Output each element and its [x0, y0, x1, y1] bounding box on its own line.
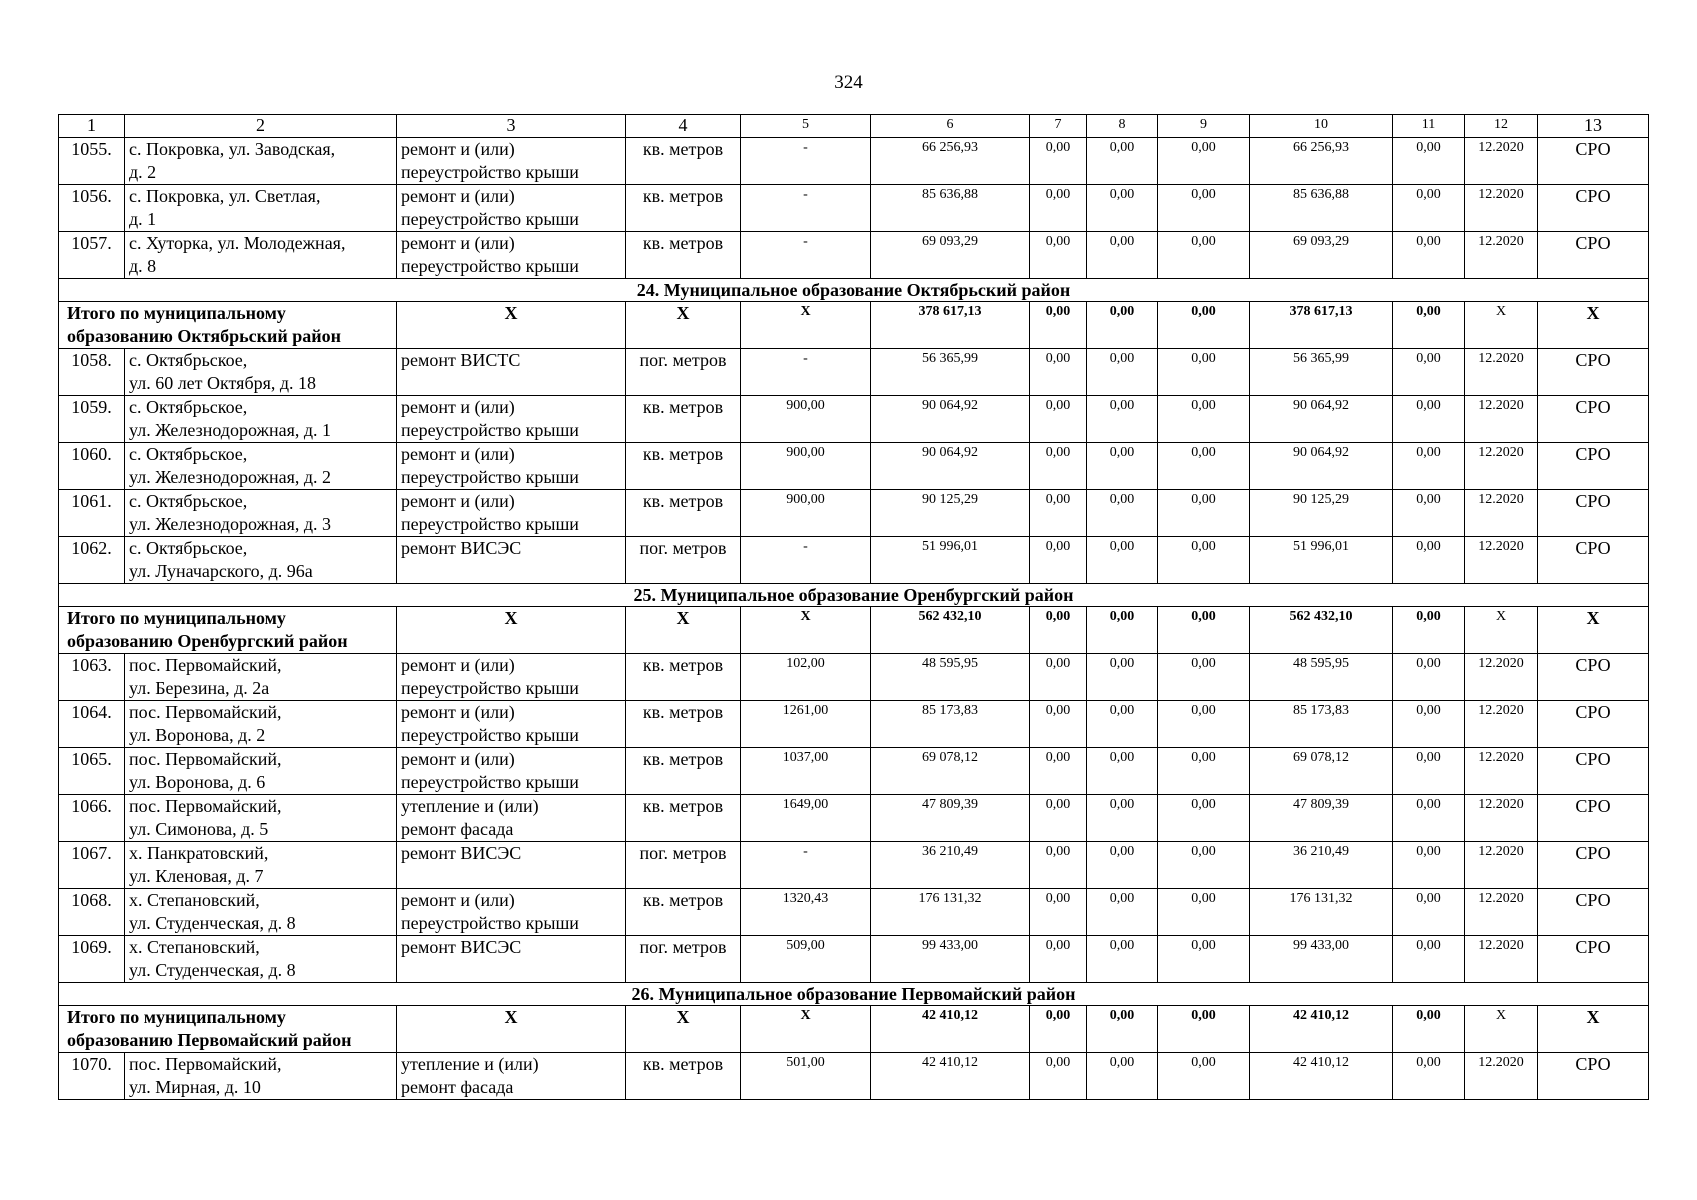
cell-number: 1067. — [59, 842, 125, 889]
cell-method: СРО — [1538, 701, 1649, 748]
cell-local: 0,00 — [1158, 185, 1250, 232]
cell-local: 0,00 — [1158, 842, 1250, 889]
cell-work-type: ремонт и (или) переустройство крыши — [397, 748, 626, 795]
cell-unit: X — [626, 302, 741, 349]
cell-total-cost: 562 432,10 — [871, 607, 1030, 654]
cell-federal: 0,00 — [1030, 842, 1087, 889]
cell-completion-date: 12.2020 — [1465, 396, 1538, 443]
cell-work-type: ремонт и (или) переустройство крыши — [397, 443, 626, 490]
table-row — [59, 889, 1649, 936]
cell-federal: 0,00 — [1030, 185, 1087, 232]
cell-total-cost: 42 410,12 — [871, 1006, 1030, 1053]
cell-total-cost: 66 256,93 — [871, 138, 1030, 185]
cell-local: 0,00 — [1158, 701, 1250, 748]
cell-volume: 1320,43 — [741, 889, 871, 936]
cell-volume: 501,00 — [741, 1053, 871, 1100]
cell-volume: X — [741, 607, 871, 654]
column-number: 8 — [1087, 115, 1158, 138]
cell-address: пос. Первомайский, ул. Воронова, д. 6 — [125, 748, 397, 795]
cell-federal: 0,00 — [1030, 490, 1087, 537]
cell-regional: 0,00 — [1087, 607, 1158, 654]
cell-method: СРО — [1538, 443, 1649, 490]
column-number: 11 — [1393, 115, 1465, 138]
cell-regional: 0,00 — [1087, 701, 1158, 748]
cell-total-cost: 176 131,32 — [871, 889, 1030, 936]
cell-method: СРО — [1538, 185, 1649, 232]
cell-method: СРО — [1538, 537, 1649, 584]
table-row — [59, 701, 1649, 748]
cell-other: 0,00 — [1393, 842, 1465, 889]
cell-other: 0,00 — [1393, 607, 1465, 654]
cell-unit: кв. метров — [626, 1053, 741, 1100]
cell-owners: 56 365,99 — [1250, 349, 1393, 396]
cell-federal: 0,00 — [1030, 138, 1087, 185]
cell-federal: 0,00 — [1030, 701, 1087, 748]
cell-federal: 0,00 — [1030, 232, 1087, 279]
cell-work-type: ремонт ВИСЭС — [397, 936, 626, 983]
subtotal-label: Итого по муниципальному образованию Октябрьский район — [59, 302, 397, 349]
cell-number: 1070. — [59, 1053, 125, 1100]
column-number-header — [59, 115, 1649, 138]
cell-completion-date: 12.2020 — [1465, 889, 1538, 936]
cell-method: СРО — [1538, 490, 1649, 537]
cell-work-type: ремонт и (или) переустройство крыши — [397, 701, 626, 748]
cell-local: 0,00 — [1158, 607, 1250, 654]
cell-total-cost: 99 433,00 — [871, 936, 1030, 983]
cell-regional: 0,00 — [1087, 396, 1158, 443]
cell-regional: 0,00 — [1087, 443, 1158, 490]
cell-completion-date: X — [1465, 302, 1538, 349]
cell-local: 0,00 — [1158, 748, 1250, 795]
table-row — [59, 490, 1649, 537]
table-row — [59, 1053, 1649, 1100]
cell-volume: 1649,00 — [741, 795, 871, 842]
cell-completion-date: 12.2020 — [1465, 138, 1538, 185]
cell-total-cost: 90 064,92 — [871, 443, 1030, 490]
cell-local: 0,00 — [1158, 1006, 1250, 1053]
cell-regional: 0,00 — [1087, 889, 1158, 936]
cell-owners: 48 595,95 — [1250, 654, 1393, 701]
cell-local: 0,00 — [1158, 396, 1250, 443]
cell-completion-date: 12.2020 — [1465, 185, 1538, 232]
cell-address: с. Октябрьское, ул. 60 лет Октября, д. 18 — [125, 349, 397, 396]
cell-address: с. Октябрьское, ул. Железнодорожная, д. 3 — [125, 490, 397, 537]
cell-regional: 0,00 — [1087, 302, 1158, 349]
cell-regional: 0,00 — [1087, 138, 1158, 185]
cell-number: 1065. — [59, 748, 125, 795]
subtotal-row — [59, 1006, 1649, 1053]
cell-owners: 47 809,39 — [1250, 795, 1393, 842]
cell-address: с. Хуторка, ул. Молодежная, д. 8 — [125, 232, 397, 279]
cell-total-cost: 90 125,29 — [871, 490, 1030, 537]
cell-unit: X — [626, 607, 741, 654]
table-row — [59, 396, 1649, 443]
cell-completion-date: 12.2020 — [1465, 443, 1538, 490]
table-row — [59, 138, 1649, 185]
cell-regional: 0,00 — [1087, 936, 1158, 983]
cell-local: 0,00 — [1158, 302, 1250, 349]
cell-unit: кв. метров — [626, 654, 741, 701]
subtotal-label: Итого по муниципальному образованию Оренбургский район — [59, 607, 397, 654]
cell-total-cost: 47 809,39 — [871, 795, 1030, 842]
cell-regional: 0,00 — [1087, 1006, 1158, 1053]
cell-total-cost: 69 078,12 — [871, 748, 1030, 795]
cell-local: 0,00 — [1158, 537, 1250, 584]
cell-total-cost: 90 064,92 — [871, 396, 1030, 443]
cell-address: с. Октябрьское, ул. Луначарского, д. 96а — [125, 537, 397, 584]
cell-volume: - — [741, 537, 871, 584]
cell-method: СРО — [1538, 795, 1649, 842]
cell-other: 0,00 — [1393, 302, 1465, 349]
cell-unit: пог. метров — [626, 537, 741, 584]
cell-local: 0,00 — [1158, 232, 1250, 279]
cell-unit: кв. метров — [626, 443, 741, 490]
cell-method: СРО — [1538, 654, 1649, 701]
cell-federal: 0,00 — [1030, 607, 1087, 654]
cell-unit: пог. метров — [626, 842, 741, 889]
cell-other: 0,00 — [1393, 795, 1465, 842]
cell-unit: пог. метров — [626, 349, 741, 396]
cell-other: 0,00 — [1393, 701, 1465, 748]
cell-regional: 0,00 — [1087, 232, 1158, 279]
cell-address: с. Покровка, ул. Светлая, д. 1 — [125, 185, 397, 232]
cell-method: СРО — [1538, 1053, 1649, 1100]
cell-method: X — [1538, 607, 1649, 654]
cell-address: с. Октябрьское, ул. Железнодорожная, д. 1 — [125, 396, 397, 443]
section-heading-row — [59, 983, 1649, 1006]
cell-federal: 0,00 — [1030, 936, 1087, 983]
table-row — [59, 443, 1649, 490]
section-heading-row — [59, 584, 1649, 607]
table-row — [59, 936, 1649, 983]
cell-owners: 69 093,29 — [1250, 232, 1393, 279]
table-body — [59, 115, 1649, 1100]
cell-volume: - — [741, 138, 871, 185]
cell-number: 1055. — [59, 138, 125, 185]
cell-completion-date: 12.2020 — [1465, 232, 1538, 279]
cell-completion-date: 12.2020 — [1465, 701, 1538, 748]
cell-volume: 900,00 — [741, 396, 871, 443]
section-title: 25. Муниципальное образование Оренбургский район — [59, 584, 1649, 607]
cell-federal: 0,00 — [1030, 396, 1087, 443]
cell-number: 1058. — [59, 349, 125, 396]
cell-number: 1063. — [59, 654, 125, 701]
cell-regional: 0,00 — [1087, 842, 1158, 889]
cell-work-type: X — [397, 607, 626, 654]
cell-federal: 0,00 — [1030, 795, 1087, 842]
cell-other: 0,00 — [1393, 1053, 1465, 1100]
cell-total-cost: 48 595,95 — [871, 654, 1030, 701]
cell-other: 0,00 — [1393, 490, 1465, 537]
table-row — [59, 185, 1649, 232]
cell-number: 1061. — [59, 490, 125, 537]
cell-number: 1057. — [59, 232, 125, 279]
cell-unit: кв. метров — [626, 701, 741, 748]
cell-number: 1059. — [59, 396, 125, 443]
table-row — [59, 748, 1649, 795]
cell-completion-date: 12.2020 — [1465, 936, 1538, 983]
cell-completion-date: 12.2020 — [1465, 842, 1538, 889]
cell-total-cost: 85 173,83 — [871, 701, 1030, 748]
cell-owners: 69 078,12 — [1250, 748, 1393, 795]
cell-method: СРО — [1538, 232, 1649, 279]
cell-work-type: утепление и (или) ремонт фасада — [397, 795, 626, 842]
cell-method: СРО — [1538, 842, 1649, 889]
cell-volume: X — [741, 302, 871, 349]
cell-completion-date: 12.2020 — [1465, 537, 1538, 584]
cell-owners: 90 064,92 — [1250, 443, 1393, 490]
cell-work-type: ремонт и (или) переустройство крыши — [397, 490, 626, 537]
cell-owners: 51 996,01 — [1250, 537, 1393, 584]
cell-unit: кв. метров — [626, 490, 741, 537]
cell-regional: 0,00 — [1087, 795, 1158, 842]
cell-volume: 900,00 — [741, 443, 871, 490]
cell-local: 0,00 — [1158, 889, 1250, 936]
table-row — [59, 795, 1649, 842]
cell-volume: 102,00 — [741, 654, 871, 701]
cell-work-type: ремонт и (или) переустройство крыши — [397, 396, 626, 443]
cell-owners: 176 131,32 — [1250, 889, 1393, 936]
cell-volume: 509,00 — [741, 936, 871, 983]
column-number: 10 — [1250, 115, 1393, 138]
cell-number: 1060. — [59, 443, 125, 490]
table-row — [59, 654, 1649, 701]
cell-address: пос. Первомайский, ул. Березина, д. 2а — [125, 654, 397, 701]
cell-number: 1068. — [59, 889, 125, 936]
cell-unit: кв. метров — [626, 232, 741, 279]
cell-unit: кв. метров — [626, 396, 741, 443]
cell-local: 0,00 — [1158, 443, 1250, 490]
cell-owners: 42 410,12 — [1250, 1053, 1393, 1100]
cell-owners: 562 432,10 — [1250, 607, 1393, 654]
cell-work-type: ремонт и (или) переустройство крыши — [397, 654, 626, 701]
cell-local: 0,00 — [1158, 490, 1250, 537]
cell-other: 0,00 — [1393, 443, 1465, 490]
subtotal-row — [59, 607, 1649, 654]
cell-other: 0,00 — [1393, 748, 1465, 795]
cell-work-type: X — [397, 302, 626, 349]
cell-owners: 85 636,88 — [1250, 185, 1393, 232]
cell-address: х. Панкратовский, ул. Кленовая, д. 7 — [125, 842, 397, 889]
cell-unit: кв. метров — [626, 889, 741, 936]
cell-volume: X — [741, 1006, 871, 1053]
column-number: 6 — [871, 115, 1030, 138]
cell-local: 0,00 — [1158, 795, 1250, 842]
column-number: 5 — [741, 115, 871, 138]
column-number: 2 — [125, 115, 397, 138]
cell-owners: 378 617,13 — [1250, 302, 1393, 349]
section-title: 24. Муниципальное образование Октябрьский район — [59, 279, 1649, 302]
cell-regional: 0,00 — [1087, 490, 1158, 537]
cell-volume: 1261,00 — [741, 701, 871, 748]
cell-federal: 0,00 — [1030, 1006, 1087, 1053]
cell-unit: кв. метров — [626, 748, 741, 795]
cell-local: 0,00 — [1158, 138, 1250, 185]
cell-address: с. Покровка, ул. Заводская, д. 2 — [125, 138, 397, 185]
cell-address: с. Октябрьское, ул. Железнодорожная, д. 2 — [125, 443, 397, 490]
cell-regional: 0,00 — [1087, 537, 1158, 584]
cell-number: 1069. — [59, 936, 125, 983]
cell-total-cost: 378 617,13 — [871, 302, 1030, 349]
cell-work-type: ремонт и (или) переустройство крыши — [397, 889, 626, 936]
cell-other: 0,00 — [1393, 654, 1465, 701]
cell-unit: X — [626, 1006, 741, 1053]
cell-method: СРО — [1538, 138, 1649, 185]
cell-completion-date: 12.2020 — [1465, 795, 1538, 842]
cell-volume: 1037,00 — [741, 748, 871, 795]
cell-method: СРО — [1538, 748, 1649, 795]
cell-owners: 42 410,12 — [1250, 1006, 1393, 1053]
column-number: 13 — [1538, 115, 1649, 138]
cell-other: 0,00 — [1393, 889, 1465, 936]
cell-work-type: ремонт и (или) переустройство крыши — [397, 232, 626, 279]
page-number: 324 — [834, 72, 863, 93]
cell-completion-date: 12.2020 — [1465, 1053, 1538, 1100]
cell-volume: 900,00 — [741, 490, 871, 537]
cell-number: 1062. — [59, 537, 125, 584]
cell-completion-date: 12.2020 — [1465, 654, 1538, 701]
cell-volume: - — [741, 349, 871, 396]
cell-completion-date: 12.2020 — [1465, 490, 1538, 537]
cell-other: 0,00 — [1393, 185, 1465, 232]
cell-regional: 0,00 — [1087, 1053, 1158, 1100]
repair-program-table — [58, 114, 1649, 1100]
cell-method: X — [1538, 302, 1649, 349]
cell-regional: 0,00 — [1087, 349, 1158, 396]
cell-total-cost: 69 093,29 — [871, 232, 1030, 279]
cell-federal: 0,00 — [1030, 349, 1087, 396]
cell-method: СРО — [1538, 396, 1649, 443]
cell-other: 0,00 — [1393, 232, 1465, 279]
cell-unit: кв. метров — [626, 138, 741, 185]
cell-federal: 0,00 — [1030, 889, 1087, 936]
cell-work-type: ремонт ВИСТС — [397, 349, 626, 396]
subtotal-row — [59, 302, 1649, 349]
cell-local: 0,00 — [1158, 654, 1250, 701]
cell-total-cost: 36 210,49 — [871, 842, 1030, 889]
cell-work-type: ремонт ВИСЭС — [397, 537, 626, 584]
column-number: 1 — [59, 115, 125, 138]
cell-federal: 0,00 — [1030, 1053, 1087, 1100]
cell-number: 1066. — [59, 795, 125, 842]
column-number: 7 — [1030, 115, 1087, 138]
cell-total-cost: 51 996,01 — [871, 537, 1030, 584]
cell-other: 0,00 — [1393, 537, 1465, 584]
cell-volume: - — [741, 842, 871, 889]
column-number: 3 — [397, 115, 626, 138]
column-number: 12 — [1465, 115, 1538, 138]
subtotal-label: Итого по муниципальному образованию Первомайский район — [59, 1006, 397, 1053]
cell-method: СРО — [1538, 936, 1649, 983]
section-heading-row — [59, 279, 1649, 302]
cell-owners: 90 125,29 — [1250, 490, 1393, 537]
cell-owners: 85 173,83 — [1250, 701, 1393, 748]
cell-number: 1056. — [59, 185, 125, 232]
cell-completion-date: 12.2020 — [1465, 748, 1538, 795]
cell-other: 0,00 — [1393, 138, 1465, 185]
cell-other: 0,00 — [1393, 1006, 1465, 1053]
cell-completion-date: 12.2020 — [1465, 349, 1538, 396]
cell-volume: - — [741, 185, 871, 232]
cell-federal: 0,00 — [1030, 748, 1087, 795]
cell-total-cost: 56 365,99 — [871, 349, 1030, 396]
table-row — [59, 349, 1649, 396]
cell-owners: 36 210,49 — [1250, 842, 1393, 889]
cell-completion-date: X — [1465, 1006, 1538, 1053]
cell-regional: 0,00 — [1087, 654, 1158, 701]
cell-number: 1064. — [59, 701, 125, 748]
table-row — [59, 232, 1649, 279]
cell-local: 0,00 — [1158, 936, 1250, 983]
cell-regional: 0,00 — [1087, 748, 1158, 795]
cell-total-cost: 85 636,88 — [871, 185, 1030, 232]
cell-federal: 0,00 — [1030, 302, 1087, 349]
cell-address: х. Степановский, ул. Студенческая, д. 8 — [125, 936, 397, 983]
cell-local: 0,00 — [1158, 349, 1250, 396]
cell-unit: кв. метров — [626, 185, 741, 232]
cell-other: 0,00 — [1393, 349, 1465, 396]
cell-method: СРО — [1538, 889, 1649, 936]
cell-address: х. Степановский, ул. Студенческая, д. 8 — [125, 889, 397, 936]
cell-other: 0,00 — [1393, 936, 1465, 983]
cell-owners: 99 433,00 — [1250, 936, 1393, 983]
cell-volume: - — [741, 232, 871, 279]
cell-work-type: ремонт и (или) переустройство крыши — [397, 138, 626, 185]
column-number: 9 — [1158, 115, 1250, 138]
table-row — [59, 537, 1649, 584]
cell-regional: 0,00 — [1087, 185, 1158, 232]
cell-work-type: ремонт и (или) переустройство крыши — [397, 185, 626, 232]
cell-address: пос. Первомайский, ул. Мирная, д. 10 — [125, 1053, 397, 1100]
column-number: 4 — [626, 115, 741, 138]
cell-unit: кв. метров — [626, 795, 741, 842]
cell-other: 0,00 — [1393, 396, 1465, 443]
cell-address: пос. Первомайский, ул. Воронова, д. 2 — [125, 701, 397, 748]
cell-work-type: ремонт ВИСЭС — [397, 842, 626, 889]
cell-federal: 0,00 — [1030, 654, 1087, 701]
cell-federal: 0,00 — [1030, 443, 1087, 490]
cell-work-type: утепление и (или) ремонт фасада — [397, 1053, 626, 1100]
cell-local: 0,00 — [1158, 1053, 1250, 1100]
cell-total-cost: 42 410,12 — [871, 1053, 1030, 1100]
cell-owners: 66 256,93 — [1250, 138, 1393, 185]
table-row — [59, 842, 1649, 889]
cell-address: пос. Первомайский, ул. Симонова, д. 5 — [125, 795, 397, 842]
section-title: 26. Муниципальное образование Первомайский район — [59, 983, 1649, 1006]
cell-owners: 90 064,92 — [1250, 396, 1393, 443]
cell-work-type: X — [397, 1006, 626, 1053]
cell-completion-date: X — [1465, 607, 1538, 654]
cell-federal: 0,00 — [1030, 537, 1087, 584]
cell-method: СРО — [1538, 349, 1649, 396]
cell-unit: пог. метров — [626, 936, 741, 983]
cell-method: X — [1538, 1006, 1649, 1053]
